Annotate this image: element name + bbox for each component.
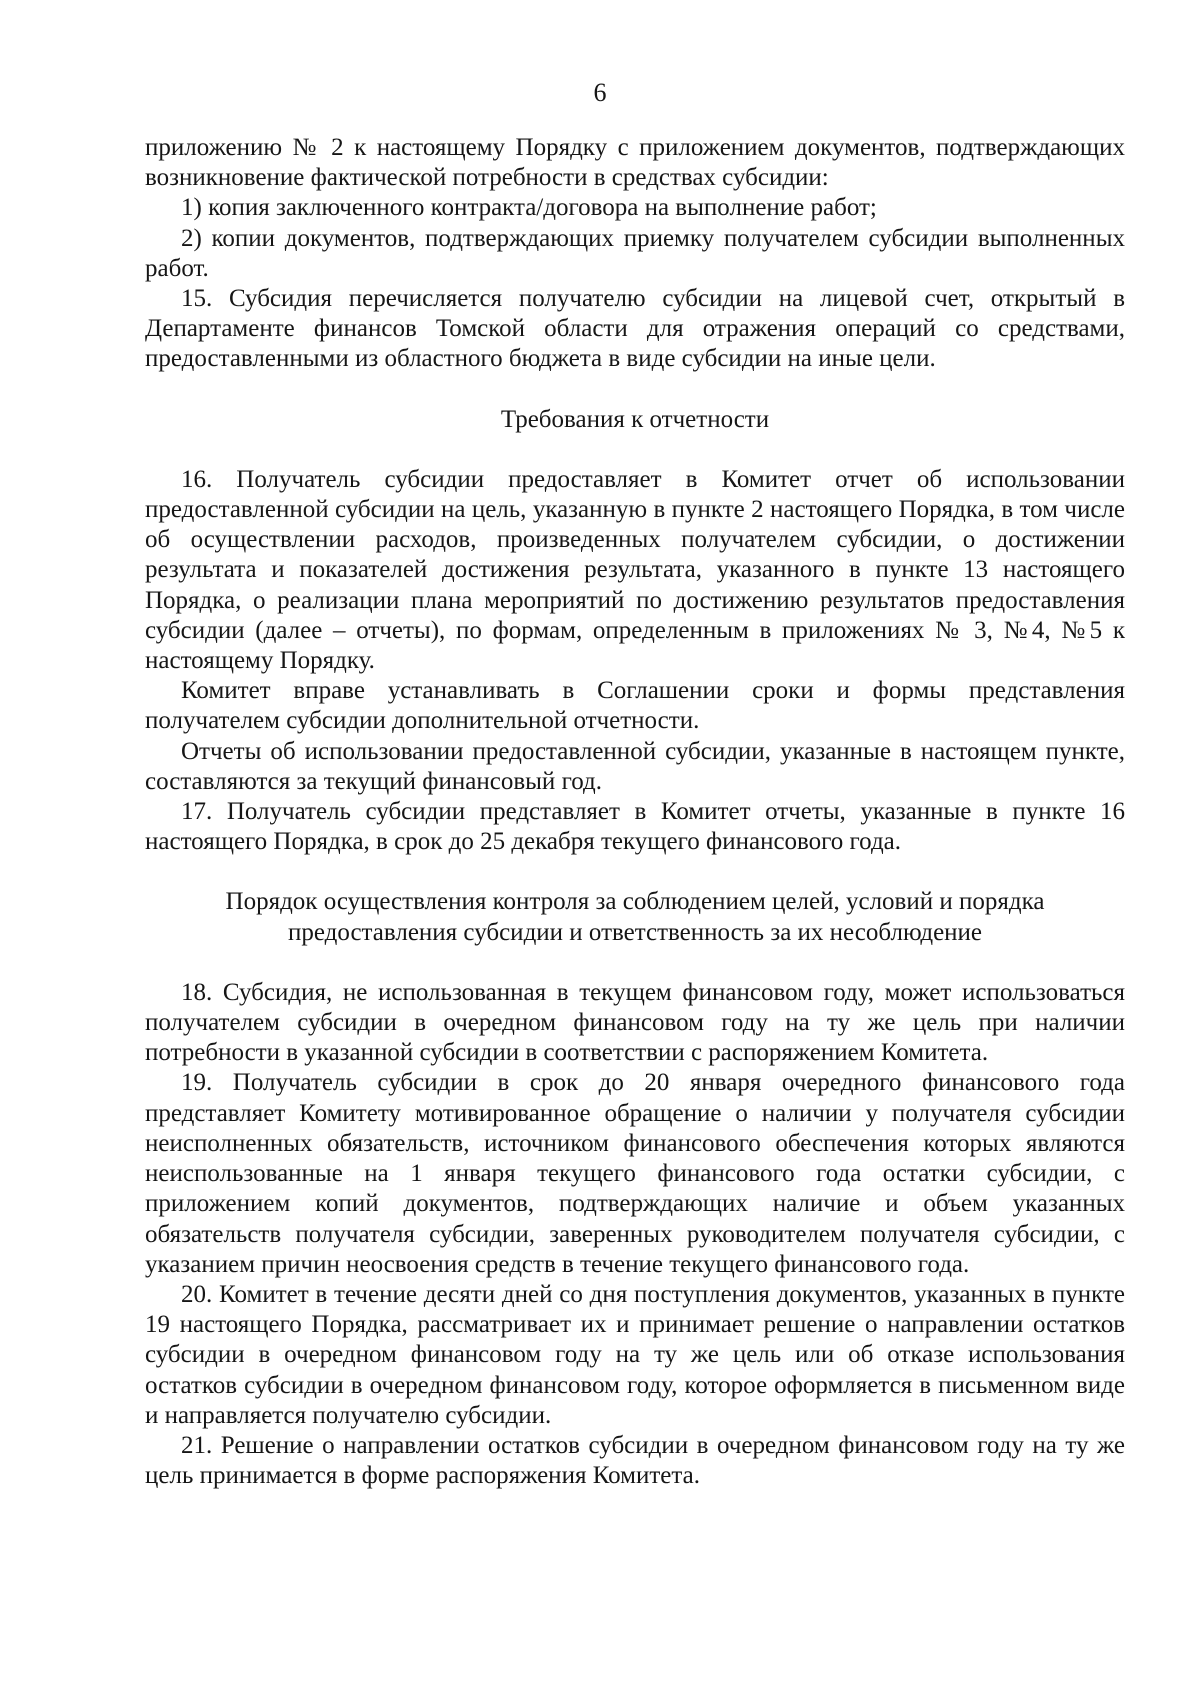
document-body — [145, 133, 1125, 1491]
paragraph-17: 17. Получатель субсидии представляет в Комитет отчеты, указанные в пункте 16 настоящего Порядка, в срок до 25 декабря текущего финансового года. — [145, 798, 1125, 856]
section-heading-control: Порядок осуществления контроля за соблюдением целей, условий и порядка предоставления субсидии и ответственность за их несоблюдение — [225, 888, 1045, 946]
paragraph-20: 20. Комитет в течение десяти дней со дня поступления документов, указанных в пункте 19 настоящего Порядка, рассматривает их и принимает решение о направлении остатков субсидии в очередном финансовом году на ту же цель или об отказе использования остатков субсидии в очередном финансовом году, которое оформляется в письменном виде и направляется получателю субсидии. — [145, 1280, 1125, 1429]
paragraph-additional-reporting: Комитет вправе устанавливать в Соглашении сроки и формы представления получателем субсидии дополнительной отчетности. — [145, 677, 1125, 735]
paragraph-16: 16. Получатель субсидии предоставляет в Комитет отчет об использовании предоставленной субсидии на цель, указанную в пункте 2 настоящего Порядка, в том числе об осуществлении расходов, произведенных получателем субсидии, о достижении результата и показателей достижения результата, указанного в пункте 13 настоящего Порядка, о реализации плана мероприятий по достижению результатов предоставления субсидии (далее – отчеты), по формам, определенным в приложениях № 3, №4, №5 к настоящему Порядку. — [145, 465, 1125, 675]
paragraph-19: 19. Получатель субсидии в срок до 20 января очередного финансового года представляет Комитету мотивированное обращение о наличии у получателя субсидии неисполненных обязательств, источником финансового обеспечения которых являются неиспользованные на 1 января текущего финансового года остатки субсидии, с приложением копий документов, подтверждающих наличие и объем указанных обязательств получателя субсидии, заверенных руководителем получателя субсидии, с указанием причин неосвоения средств в течение текущего финансового года. — [145, 1069, 1125, 1278]
section-heading-reporting: Требования к отчетности — [500, 405, 770, 433]
paragraph-21: 21. Решение о направлении остатков субсидии в очередном финансовом году на ту же цель принимается в форме распоряжения Комитета. — [145, 1431, 1125, 1490]
page-number: 6 — [593, 78, 607, 107]
paragraph-list-item-1: 1) копия заключенного контракта/договора на выполнение работ; — [181, 194, 877, 222]
paragraph-15: 15. Субсидия перечисляется получателю субсидии на лицевой счет, открытый в Департаменте финансов Томской области для отражения операций со средствами, предоставленными из областного бюджета в виде субсидии на иные цели. — [145, 285, 1125, 373]
paragraph-list-item-2: 2) копии документов, подтверждающих приемку получателем субсидии выполненных работ. — [145, 224, 1125, 282]
paragraph-continuation: приложению № 2 к настоящему Порядку с приложением документов, подтверждающих возникновение фактической потребности в средствах субсидии: — [145, 134, 1125, 192]
paragraph-18: 18. Субсидия, не использованная в текущем финансовом году, может использоваться получателем субсидии в очередном финансовом году на ту же цель при наличии потребности в указанной субсидии в соответствии с распоряжением Комитета. — [145, 978, 1125, 1067]
paragraph-reports-period: Отчеты об использовании предоставленной субсидии, указанные в настоящем пункте, составляются за текущий финансовый год. — [145, 737, 1125, 795]
